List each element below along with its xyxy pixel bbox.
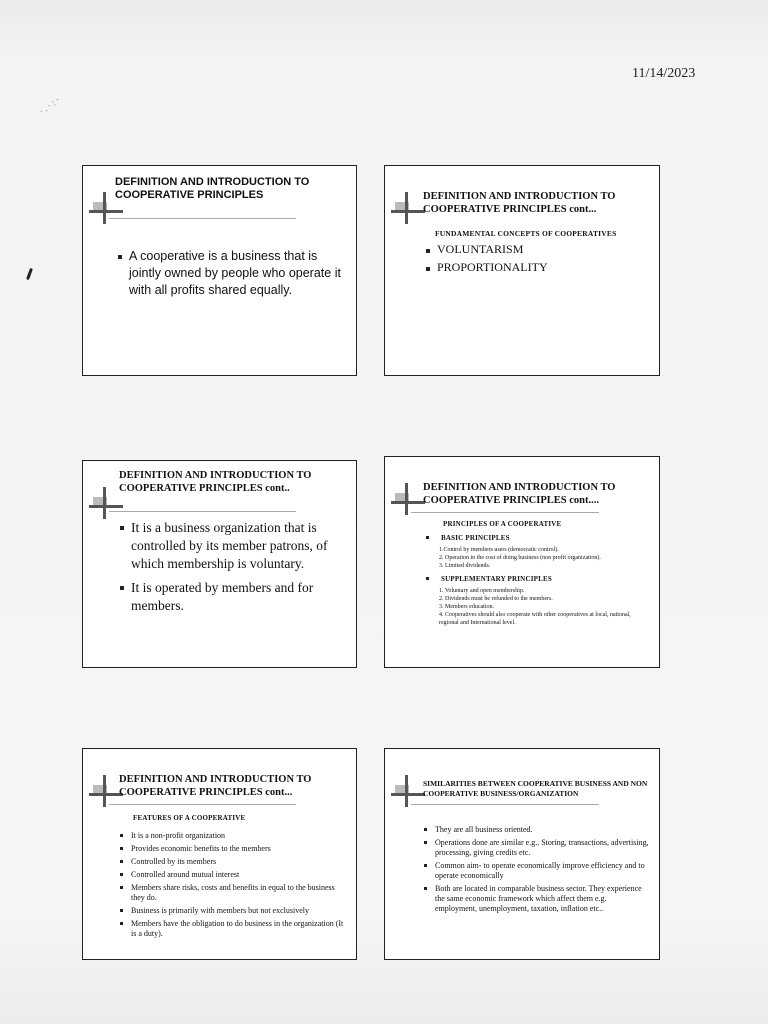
bullet-item: It is operated by members and for members. bbox=[119, 579, 349, 615]
group-heading: BASIC PRINCIPLES bbox=[425, 533, 657, 543]
slide-subheading: FEATURES OF A COOPERATIVE bbox=[133, 814, 246, 822]
group-item: 2. Dividends must be refunded to the members. bbox=[439, 596, 553, 602]
slide-subheading: PRINCIPLES OF A COOPERATIVE bbox=[443, 520, 562, 528]
slide-1 bbox=[82, 165, 357, 376]
print-date: 11/14/2023 bbox=[632, 66, 696, 81]
slide-title: DEFINITION AND INTRODUCTION TO COOPERATIVE PRINCIPLES cont.... bbox=[423, 482, 616, 506]
slide-bullets bbox=[119, 831, 349, 942]
bullet-item: PROPORTIONALITY bbox=[425, 260, 645, 274]
slide-logo-icon bbox=[89, 775, 123, 807]
slide-logo-icon bbox=[391, 192, 425, 224]
principles-group bbox=[425, 574, 657, 584]
group-item: 4. Cooperatives should also cooperate with other cooperatives at local, national, regional and International level. bbox=[439, 612, 631, 626]
bullet-item: It is a business organization that is controlled by its member patrons, of which membership is voluntary. bbox=[119, 519, 349, 573]
bullet-item: Members share risks, costs and benefits in equal to the business they do. bbox=[119, 883, 349, 903]
bullet-item: Controlled around mutual interest bbox=[119, 870, 349, 880]
bullet-item: Both are located in comparable business sector. They experience the same economic framework which affect them e.g. employment, unemployment, taxation, inflation etc.. bbox=[423, 884, 649, 914]
slide-title: SIMILARITIES BETWEEN COOPERATIVE BUSINESS AND NON COOPERATIVE BUSINESS/ORGANIZATION bbox=[423, 779, 648, 798]
group-item: 2. Operation in the cost of doing business (non profit organization). bbox=[439, 555, 601, 561]
bullet-item: Members have the obligation to do business in the organization (It is a duty). bbox=[119, 919, 349, 939]
slide-bullets bbox=[425, 242, 645, 280]
slide-title: DEFINITION AND INTRODUCTION TO COOPERATIVE PRINCIPLES cont... bbox=[423, 191, 616, 215]
group-item: 3. Members education. bbox=[439, 604, 494, 610]
bullet-item: VOLUNTARISM bbox=[425, 242, 645, 256]
slide-logo-icon bbox=[89, 487, 123, 519]
bullet-item: Common aim- to operate economically improve efficiency and to operate economically bbox=[423, 861, 649, 881]
slide-title: DEFINITION AND INTRODUCTION TO COOPERATIVE PRINCIPLES bbox=[115, 176, 310, 201]
slide-logo-icon bbox=[391, 483, 425, 515]
slide-bullets bbox=[119, 519, 349, 621]
group-item: 1.Control by members users (democratic control). bbox=[439, 547, 559, 553]
slide-2 bbox=[384, 165, 660, 376]
slide-4 bbox=[384, 456, 660, 668]
slide-title: DEFINITION AND INTRODUCTION TO COOPERATIVE PRINCIPLES cont.. bbox=[119, 470, 312, 494]
slide-logo-icon bbox=[391, 775, 425, 807]
slide-6 bbox=[384, 748, 660, 960]
slide-subheading: FUNDAMENTAL CONCEPTS OF COOPERATIVES bbox=[435, 229, 617, 238]
slide-bullets bbox=[423, 825, 649, 917]
group-heading: SUPPLEMENTARY PRINCIPLES bbox=[425, 574, 657, 584]
bullet-item: It is a non-profit organization bbox=[119, 831, 349, 841]
scan-specks: ·.·:· bbox=[37, 93, 65, 118]
slide-title: DEFINITION AND INTRODUCTION TO COOPERATIVE PRINCIPLES cont... bbox=[119, 774, 312, 798]
group-item: 1. Voluntary and open membership. bbox=[439, 588, 525, 594]
principles-group bbox=[425, 533, 657, 543]
bullet-item: Operations done are similar e.g.. Storing, transactions, advertising, processing, giving credits etc. bbox=[423, 838, 649, 858]
group-item: 3. Limited dividends. bbox=[439, 563, 491, 569]
slide-5 bbox=[82, 748, 357, 960]
bullet-item: Controlled by its members bbox=[119, 857, 349, 867]
bullet-item: Business is primarily with members but not exclusively bbox=[119, 906, 349, 916]
bullet-item: They are all business oriented. bbox=[423, 825, 649, 835]
bullet-item: A cooperative is a business that is jointly owned by people who operate it with all profits shared equally. bbox=[117, 248, 347, 299]
bullet-item: Provides economic benefits to the members bbox=[119, 844, 349, 854]
slide-bullets bbox=[117, 248, 347, 305]
slide-3 bbox=[82, 460, 357, 668]
